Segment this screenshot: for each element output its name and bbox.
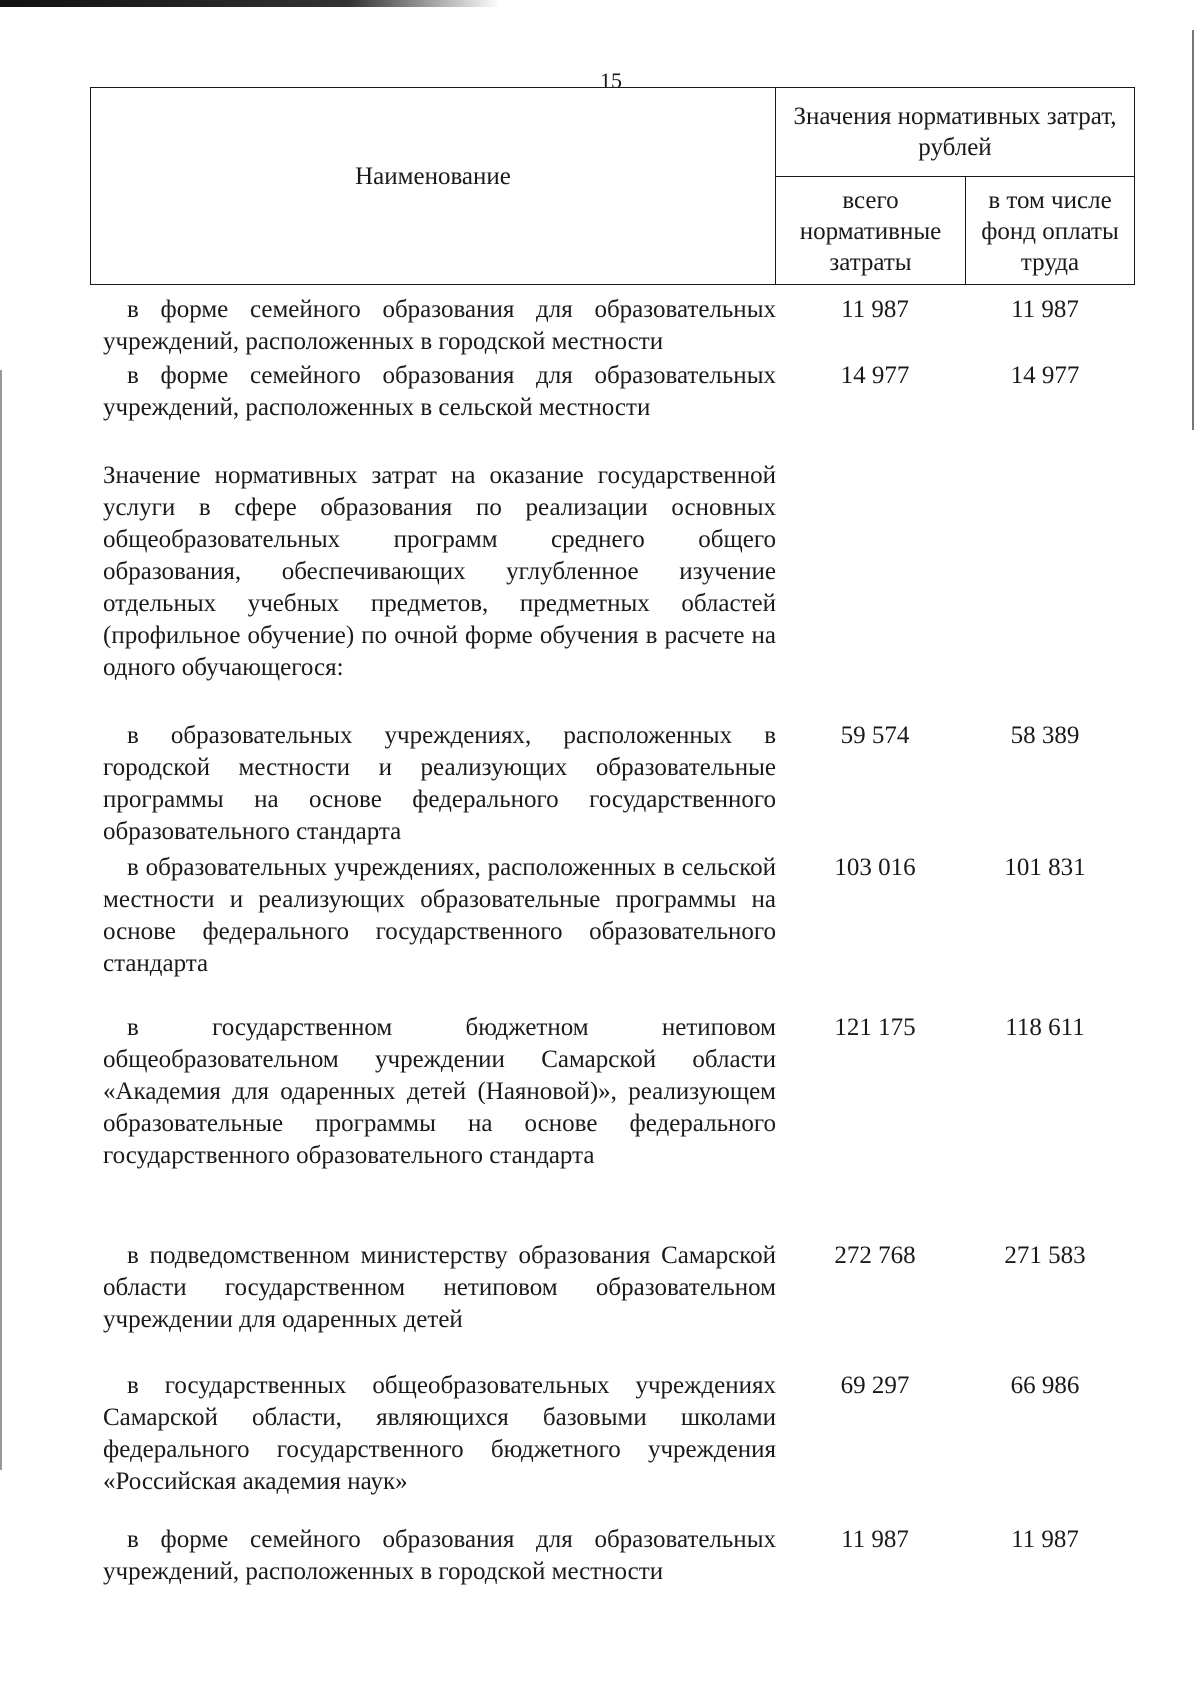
row-wage: 14 977 <box>1010 362 1080 389</box>
row-total: 11 987 <box>841 1526 909 1553</box>
row-wage: 58 389 <box>1010 722 1080 749</box>
row-total: 121 175 <box>834 1014 916 1041</box>
header-group: Значения нормативных затрат, рублей <box>776 88 1134 177</box>
row-wage: 118 611 <box>1005 1014 1085 1041</box>
row-text: в образовательных учреждениях, расположенных в сельской местности и реализующих образовательные программы на основе федерального государственного образовательного стандарта <box>103 854 776 977</box>
row-total: 103 016 <box>834 854 916 881</box>
row-text: в государственном бюджетном нетиповом общеобразовательном учреждении Самарской области «Академия для одаренных детей (Наяновой)», реализующем образовательные программы на основе федерального государственного образовательного стандарта <box>103 1014 776 1169</box>
row-text: в форме семейного образования для образовательных учреждений, расположенных в сельской местности <box>103 362 776 421</box>
scan-artifact-right <box>1192 30 1194 430</box>
row-wage: 66 986 <box>1010 1372 1080 1399</box>
scan-artifact-top <box>0 0 500 7</box>
row-text: в государственных общеобразовательных учреждениях Самарской области, являющихся базовыми школами федерального государственного бюджетного учреждения «Российская академия наук» <box>103 1372 776 1495</box>
row-text: Значение нормативных затрат на оказание государственной услуги в сфере образования по реализации основных общеобразовательных программ среднего общего образования, обеспечивающих углубленное изучение отдельных учебных предметов, предметных областей (профильное обучение) по очной форме обучения в расчете на одного обучающегося: <box>103 462 776 681</box>
row-text: в образовательных учреждениях, расположенных в городской местности и реализующих образовательные программы на основе федерального государственного образовательного стандарта <box>103 722 776 845</box>
row-text: в форме семейного образования для образовательных учреждений, расположенных в городской местности <box>103 296 776 355</box>
row-total: 69 297 <box>840 1372 910 1399</box>
row-total: 14 977 <box>840 362 910 389</box>
row-text: в подведомственном министерству образования Самарской области государственном нетиповом образовательном учреждении для одаренных детей <box>103 1242 776 1333</box>
row-total: 59 574 <box>840 722 910 749</box>
row-wage: 11 987 <box>1011 296 1079 323</box>
row-total: 11 987 <box>841 296 909 323</box>
header-wage: в том числе фонд оплаты труда <box>981 187 1119 276</box>
table-header <box>90 87 1135 285</box>
row-total: 272 768 <box>834 1242 916 1269</box>
page-number: 15 <box>600 68 622 93</box>
scan-artifact-left <box>0 370 2 1470</box>
row-wage: 101 831 <box>1004 854 1086 881</box>
header-name: Наименование <box>91 88 776 284</box>
row-text: в форме семейного образования для образовательных учреждений, расположенных в городской местности <box>103 1526 776 1585</box>
header-total: всего нормативные затраты <box>776 177 966 284</box>
row-wage: 11 987 <box>1011 1526 1079 1553</box>
row-wage: 271 583 <box>1004 1242 1086 1269</box>
